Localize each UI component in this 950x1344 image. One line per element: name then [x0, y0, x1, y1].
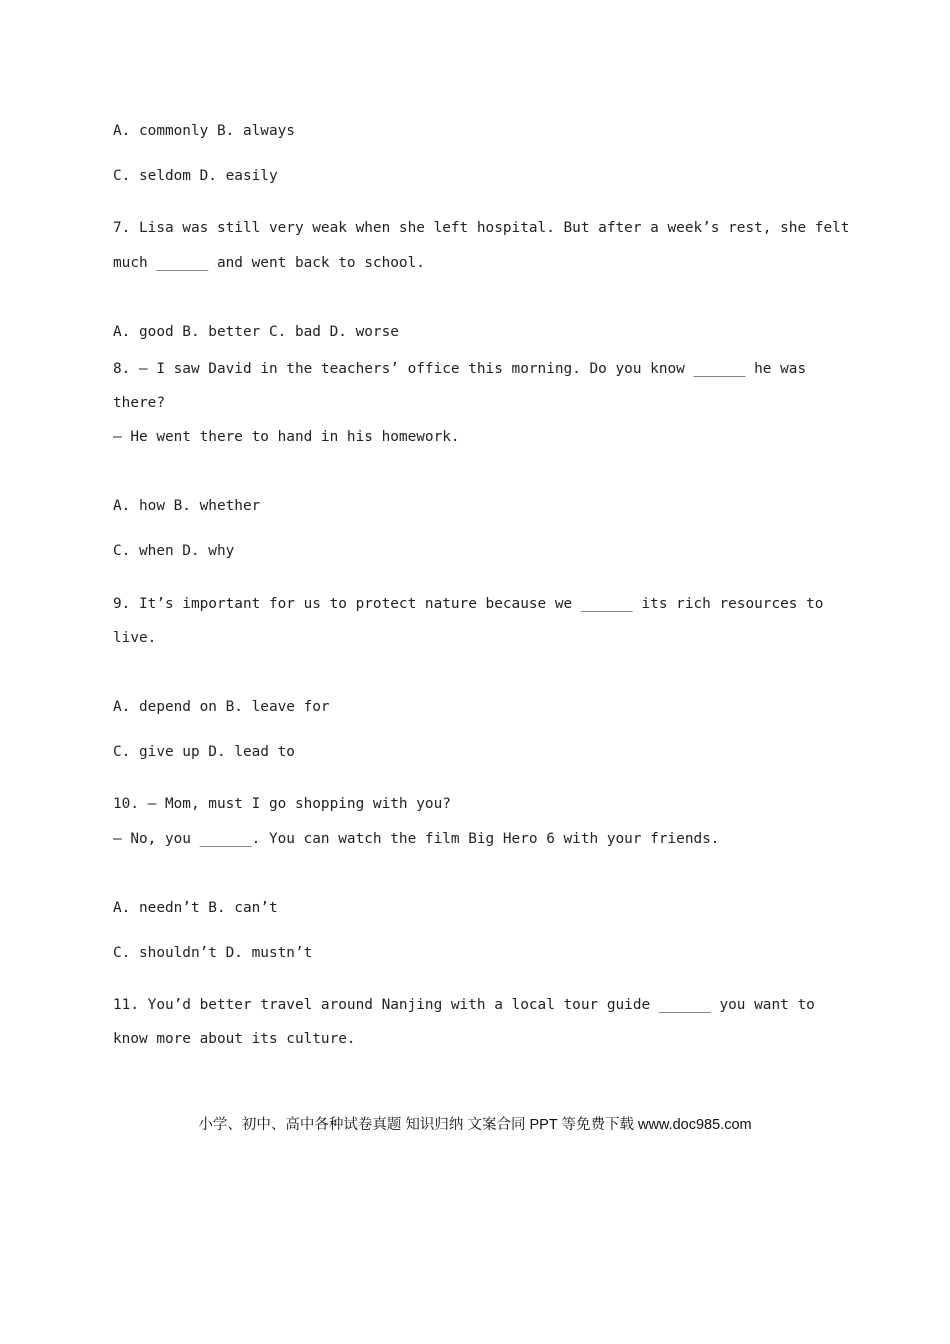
q9-options-line-2: C. give up D. lead to	[113, 744, 295, 760]
q7-text-line-1: 7. Lisa was still very weak when she left hospital. But after a week’s rest, she felt	[113, 220, 850, 236]
q11-text-line-2: know more about its culture.	[113, 1031, 356, 1047]
q7-text-line-2: much ______ and went back to school.	[113, 255, 425, 271]
q8-text-line-2: there?	[113, 395, 165, 411]
q10-text-line-1: 10. — Mom, must I go shopping with you?	[113, 796, 451, 812]
footer-banner: 小学、初中、高中各种试卷真题 知识归纳 文案合同 PPT 等免费下载 www.doc985.com	[198, 1117, 752, 1133]
q8-text-line-3: — He went there to hand in his homework.	[113, 429, 460, 445]
q8-options-line-2: C. when D. why	[113, 543, 235, 559]
q10-options-line-1: A. needn’t B. can’t	[113, 900, 278, 916]
q6-options-line-2: C. seldom D. easily	[113, 168, 278, 184]
q11-text-line-1: 11. You’d better travel around Nanjing with a local tour guide ______ you want to	[113, 997, 815, 1013]
q8-text-line-1: 8. — I saw David in the teachers’ office this morning. Do you know ______ he was	[113, 361, 807, 377]
q10-options-line-2: C. shouldn’t D. mustn’t	[113, 945, 313, 961]
q9-text-line-2: live.	[113, 630, 157, 646]
q8-options-line-1: A. how B. whether	[113, 498, 261, 514]
q10-text-line-2: — No, you ______. You can watch the film Big Hero 6 with your friends.	[113, 831, 720, 847]
q9-options-line-1: A. depend on B. leave for	[113, 699, 330, 715]
q7-options: A. good B. better C. bad D. worse	[113, 324, 399, 340]
q6-options-line-1: A. commonly B. always	[113, 123, 295, 139]
q9-text-line-1: 9. It’s important for us to protect nature because we ______ its rich resources to	[113, 596, 824, 612]
